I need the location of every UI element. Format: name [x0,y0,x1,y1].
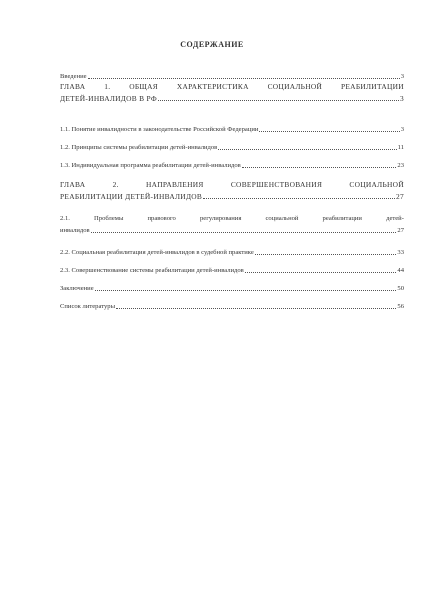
toc-entry-1-1[interactable] [60,125,404,134]
toc-entry-1-2[interactable] [60,143,404,152]
word: 1. [104,82,111,91]
toc-entry-label-line1 [60,214,404,223]
toc-entry-label-line2: РЕАБИЛИТАЦИИ ДЕТЕЙ-ИНВАЛИДОВ [60,192,203,201]
leader-dots [259,130,399,132]
word: ХАРАКТЕРИСТИКА [176,82,249,91]
leader-dots [255,253,397,255]
leader-dots [245,271,397,273]
toc-entry-page: 56 [397,303,404,310]
toc-entry-page: 11 [397,144,404,151]
leader-dots [242,166,397,168]
toc-entry-page: 3 [400,73,404,80]
leader-dots [95,289,397,291]
toc-entry-label-line2: ДЕТЕЙ-ИНВАЛИДОВ В РФ [60,94,157,103]
word: СОЦИАЛЬНОЙ [267,82,323,91]
toc-entry-label-line1 [60,82,404,91]
toc-entry-page: 23 [397,162,404,169]
toc-entry-2-1[interactable] [60,214,404,235]
toc-entry-1-3[interactable] [60,161,404,170]
word: ГЛАВА [60,82,86,91]
word: Проблемы [94,215,124,222]
leader-dots [91,231,397,233]
word: СОВЕРШЕНСТВОВАНИЯ [230,180,323,189]
leader-dots [218,148,396,150]
toc-entry-page: 27 [397,227,404,234]
toc-entry-page: 50 [397,285,404,292]
toc-entry-page: 3 [400,94,404,103]
word: ГЛАВА [60,180,86,189]
toc-entry-references[interactable] [60,302,404,311]
word: правового [147,215,176,222]
toc-entry-chapter-1[interactable] [60,82,404,103]
toc-entry-introduction[interactable] [60,72,404,81]
leader-dots [116,307,396,309]
leader-dots [203,197,395,199]
word: детей- [386,215,404,222]
toc-entry-label: Введение [60,73,87,80]
toc-entry-label: 2.3. Совершенствование системы реабилитации детей-инвалидов [60,267,244,274]
toc-entry-conclusion[interactable] [60,284,404,293]
toc-entry-label-line1 [60,180,404,189]
toc-entry-label: Список литературы [60,303,116,310]
word: РЕАБИЛИТАЦИИ [340,82,404,91]
word: ОБЩАЯ [129,82,159,91]
leader-dots [88,77,400,79]
toc-entry-label: 1.1. Понятие инвалидности в законодательстве Российской Федерации [60,126,259,133]
toc-entry-chapter-2[interactable] [60,180,404,201]
toc-entry-label: 1.3. Индивидуальная программа реабилитации детей-инвалидов [60,162,241,169]
word: социальной [265,215,299,222]
toc-entry-page: 27 [396,192,404,201]
toc-entry-label: 1.2. Принципы системы реабилитации детей-инвалидов [60,144,218,151]
toc-entry-page: 3 [400,126,404,133]
toc-entry-2-2[interactable] [60,248,404,257]
toc-entry-label: Заключение [60,285,94,292]
toc-entry-label: 2.2. Социальная реабилитация детей-инвалидов в судебной практике [60,249,254,256]
word: реабилитации [322,215,362,222]
word: НАПРАВЛЕНИЯ [146,180,204,189]
toc-entry-label-line2: инвалидов [60,227,90,234]
toc-title: СОДЕРЖАНИЕ [180,40,244,49]
leader-dots [158,99,399,101]
word: 2.1. [60,215,70,222]
word: СОЦИАЛЬНОЙ [349,180,404,189]
toc-entry-2-3[interactable] [60,266,404,275]
toc-entry-page: 33 [397,249,404,256]
word: регулирования [199,215,242,222]
toc-entry-page: 44 [397,267,404,274]
word: 2. [112,180,119,189]
